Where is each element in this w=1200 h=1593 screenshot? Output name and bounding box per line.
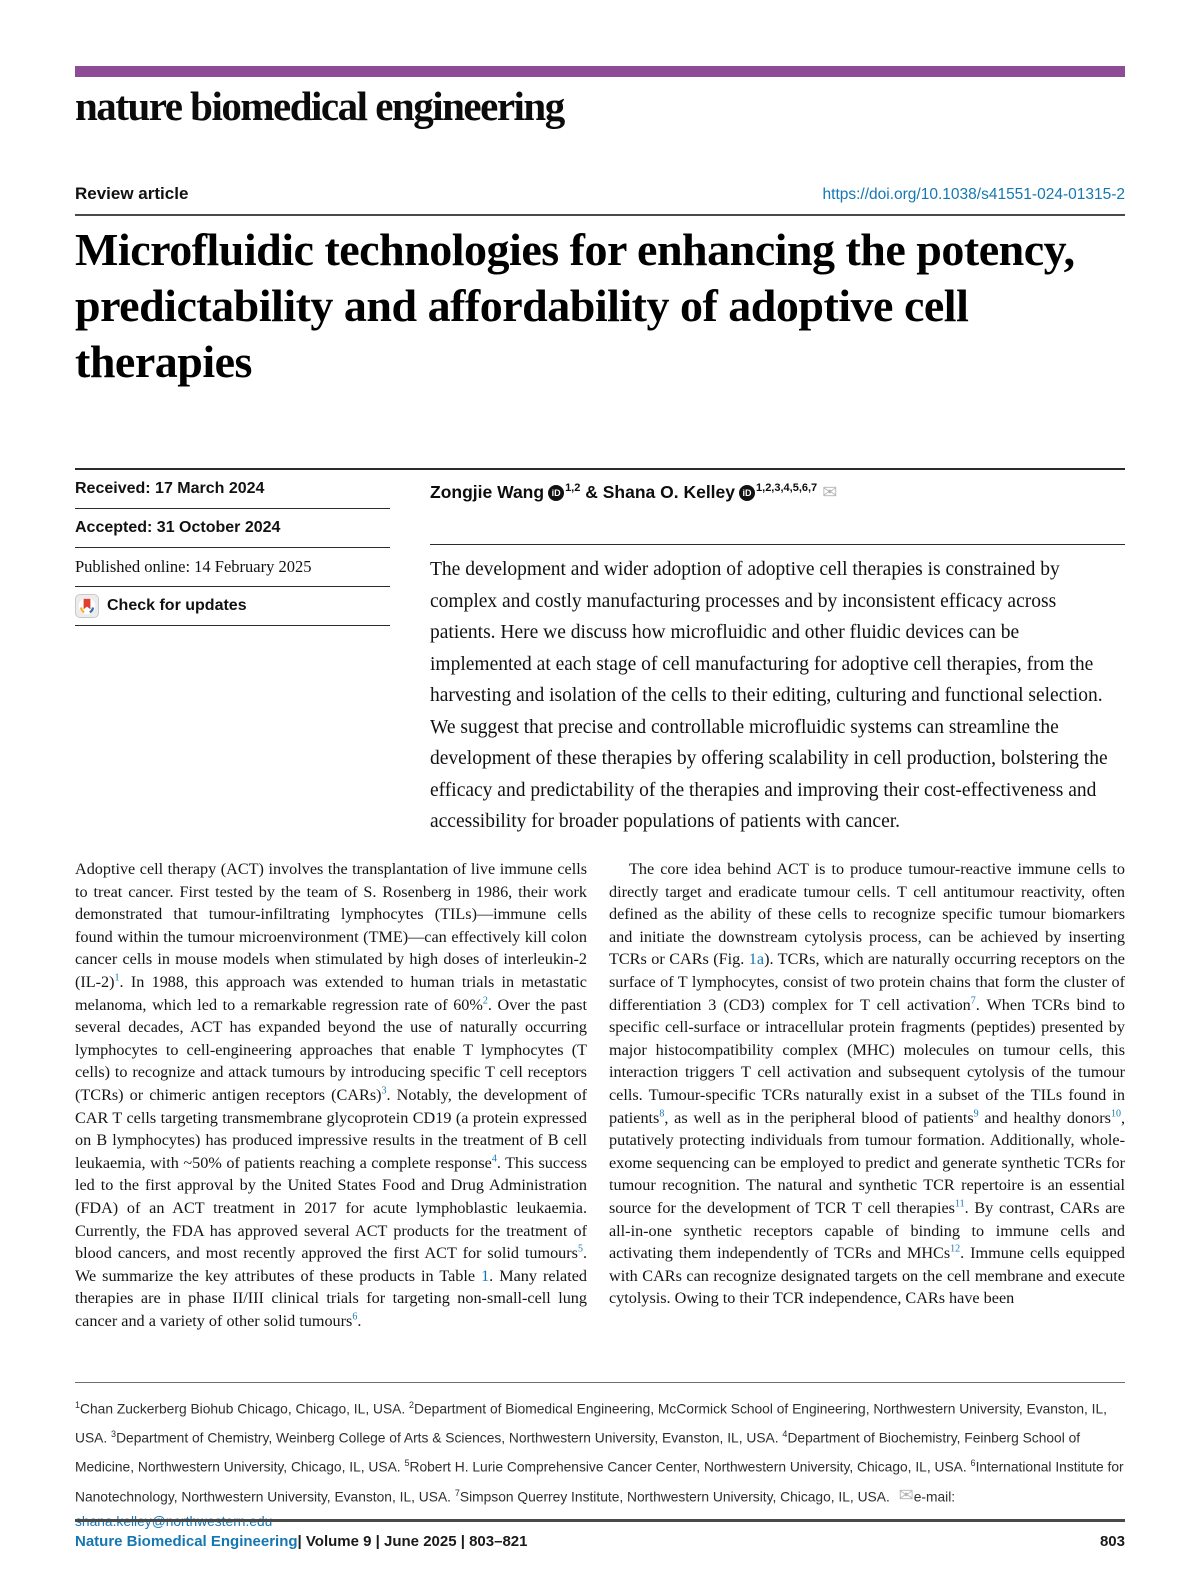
text-segment: International Institute for Nanotechnology, Northwestern University, Evanston, IL, USA.: [75, 1459, 1124, 1505]
text-segment: Simpson Querrey Institute, Northwestern University, Chicago, IL, USA.: [459, 1489, 894, 1505]
footer-journal-link[interactable]: Nature Biomedical Engineering: [75, 1533, 298, 1550]
text-segment: Department of Chemistry, Weinberg College of Arts & Sciences, Northwestern University, Evanston, IL, USA.: [116, 1430, 783, 1446]
footer-issue-info: | Volume 9 | June 2025 | 803–821: [297, 1533, 528, 1550]
reference-link[interactable]: 9: [973, 1108, 979, 1120]
header-divider: [75, 214, 1125, 216]
text-segment: . We summarize the key attributes of these products in Table: [75, 1244, 587, 1285]
footer-divider: [75, 1519, 1125, 1522]
text-segment: 6: [970, 1458, 976, 1469]
check-for-updates-button[interactable]: [75, 587, 390, 626]
reference-link[interactable]: 2: [482, 995, 488, 1007]
crossmark-icon: [75, 594, 99, 618]
reference-link[interactable]: 5: [577, 1243, 583, 1255]
published-date-text: Published online: 14 February 2025: [75, 557, 312, 576]
text-segment: Department of Biochemistry, Feinberg School of Medicine, Northwestern University, Chicago, IL, USA.: [75, 1430, 1081, 1475]
author-1-name[interactable]: Zongjie Wang: [430, 482, 545, 502]
author-1-affiliation-numbers: 1,2: [565, 482, 581, 495]
journal-masthead: nature biomedical engineering: [75, 83, 564, 129]
text-segment: 5: [404, 1458, 410, 1469]
text-segment: , as well as in the peripheral blood of patients: [664, 1108, 974, 1127]
author-2-affiliation-numbers: 1,2,3,4,5,6,7: [756, 482, 818, 495]
text-segment: .: [357, 1311, 362, 1330]
received-date: [75, 470, 390, 509]
text-segment: . In 1988, this approach was extended to human trials in metastatic melanoma, which led to a remarkable regression rate of 60%: [75, 972, 587, 1014]
text-segment: and healthy donors: [978, 1108, 1111, 1127]
text-segment: Chan Zuckerberg Biohub Chicago, Chicago, IL, USA.: [80, 1401, 410, 1417]
text-segment: 3: [111, 1429, 117, 1440]
reference-link[interactable]: 10: [1110, 1108, 1121, 1120]
reference-link[interactable]: 3: [381, 1085, 387, 1097]
abstract-text: The development and wider adoption of adoptive cell therapies is constrained by complex and costly manufacturing processes and by inconsistent efficacy across patients. Here we discuss how microfluidic and other fluidic devices can be implemented at each stage of cell manufacturing for adoptive cell therapies, from the harvesting and isolation of the cells to their editing, culturing and functional selection. We suggest that precise and controllable microfluidic systems can streamline the development of these therapies by offering scalability in cell production, bolstering the efficacy and predictability of the therapies and improving their cost-effectiveness and accessibility for broader populations of patients with cancer.: [430, 559, 1108, 832]
reference-link[interactable]: 1: [481, 1266, 490, 1285]
text-segment: 1: [75, 1400, 81, 1410]
accepted-date-text: Accepted: 31 October 2024: [75, 519, 281, 536]
orcid-icon[interactable]: iD: [548, 485, 564, 501]
author-separator: &: [580, 482, 603, 502]
text-segment: Department of Biomedical Engineering, McCormick School of Engineering, Northwestern University, Evanston, IL, USA.: [75, 1401, 1108, 1446]
body-column-left: [75, 858, 587, 1332]
text-segment: e-mail:: [913, 1489, 956, 1505]
reference-link[interactable]: 7: [970, 995, 976, 1007]
reference-link[interactable]: 4: [491, 1153, 497, 1165]
header-row: [75, 184, 1125, 204]
text-segment: . By contrast, CARs are all-in-one synthetic receptors capable of binding to immune cells and activating them independently of TCRs and MHCs: [609, 1198, 1125, 1263]
reference-link[interactable]: 8: [659, 1108, 665, 1120]
text-segment: Robert H. Lurie Comprehensive Cancer Center, Northwestern University, Chicago, IL, USA.: [409, 1459, 971, 1475]
orcid-icon[interactable]: iD: [739, 485, 755, 501]
page-number: 803: [1099, 1533, 1125, 1550]
text-segment: . This success led to the first approval by the United States Food and Drug Administration (FDA) of an ACT treatment in 2017 for acute lymphoblastic leukaemia. Currently, the FDA has approved several ACT products for the treatment of blood cancers, and most recently approved the first ACT for solid tumours: [75, 1153, 587, 1263]
article-title: Microfluidic technologies for enhancing the potency, predictability and affordability of adoptive cell therapies: [75, 224, 1075, 387]
dates-column: [75, 470, 390, 626]
brand-color-bar: [75, 66, 1125, 77]
affiliations-footnote: [75, 1393, 1127, 1534]
text-segment: . Over the past several decades, ACT has expanded beyond the use of naturally occurring lymphocytes to cell-engineering approaches that enable T lymphocytes (T cells) to recognize and attack tumours by introducing specific T cell receptors (TCRs) or chimeric antigen receptors (CARs): [75, 995, 587, 1104]
text-segment: 4: [782, 1429, 788, 1440]
article-body: [75, 858, 1125, 1332]
footnote-divider: [75, 1382, 1125, 1383]
text-segment: ✉: [898, 1485, 914, 1506]
text-segment: ). TCRs, which are naturally occurring receptors on the surface of T lymphocytes, consist of two protein chains that form the cluster of differentiation 3 (CD3) complex for T cell activation: [609, 950, 1125, 1014]
text-segment: . When TCRs bind to specific cell-surface or intracellular protein fragments (peptides) presented by major histocompatibility complex (MHC) molecules on tumour cells, this interaction triggers T cell activation and subsequent cytolysis of the tumour cells. Tumour-specific TCRs naturally exist in a subset of the TILs found in patients: [609, 995, 1125, 1127]
author-2-name[interactable]: Shana O. Kelley: [602, 482, 736, 502]
text-segment: , putatively protecting individuals from tumour formation. Additionally, whole-exome sequencing can be employed to predict and generate synthetic TCRs for tumour recognition. The natural and synthetic TCR repertoire is an essential source for the development of TCR T cell therapies: [609, 1108, 1125, 1217]
reference-link[interactable]: 1a: [748, 950, 765, 969]
corresponding-author-envelope-icon[interactable]: ✉: [822, 482, 838, 502]
footer-row: [75, 1533, 1125, 1550]
reference-link[interactable]: 12: [950, 1243, 961, 1255]
reference-link[interactable]: 6: [352, 1311, 358, 1323]
authors-column: [430, 470, 1125, 838]
article-type-label: Review article: [75, 184, 189, 203]
text-segment: Adoptive cell therapy (ACT) involves the transplantation of live immune cells to treat cancer. First tested by the team of S. Rosenberg in 1986, their work demonstrated that tumour-infiltrating lymphocytes (TILs)—immune cells found within the tumour microenvironment (TME)—can effectively kill colon cancer cells in mouse models when stimulated by high doses of interleukin-2 (IL-2): [75, 860, 587, 991]
body-column-right: [609, 858, 1125, 1332]
text-segment: 7: [454, 1487, 460, 1498]
text-segment: . Many related therapies are in phase II/III clinical trials for targeting non-small-cell lung cancer and a variety of other solid tumours: [75, 1266, 587, 1330]
text-segment: . Immune cells equipped with CARs can recognize designated targets on the cell membrane and execute cytolysis. Owing to their TCR independence, CARs have been: [609, 1244, 1125, 1308]
check-for-updates-label: Check for updates: [107, 597, 247, 614]
reference-link[interactable]: 11: [954, 1198, 965, 1210]
accepted-date: [75, 509, 390, 548]
received-date-text: Received: 17 March 2024: [75, 480, 265, 497]
footer-citation: [75, 1533, 528, 1550]
text-segment: . Notably, the development of CAR T cells targeting transmembrane glycoprotein CD19 (a protein expressed on B lymphocytes) has produced impressive results in the treatment of B cell leukaemia, with ~50% of patients reaching a complete response: [75, 1085, 587, 1172]
text-segment: 2: [409, 1400, 415, 1410]
reference-link[interactable]: 1: [114, 972, 120, 984]
text-segment: The core idea behind ACT is to produce tumour-reactive immune cells to directly target and eradicate tumour cells. T cell antitumour reactivity, often defined as the ability of these cells to recognize specific tumour biomarkers and initiate the downstream cytolysis process, can be achieved by inserting TCRs or CARs (Fig.: [609, 860, 1125, 969]
doi-link[interactable]: https://doi.org/10.1038/s41551-024-01315-2: [822, 186, 1125, 203]
author-line: [430, 470, 1125, 545]
published-date: [75, 548, 390, 587]
